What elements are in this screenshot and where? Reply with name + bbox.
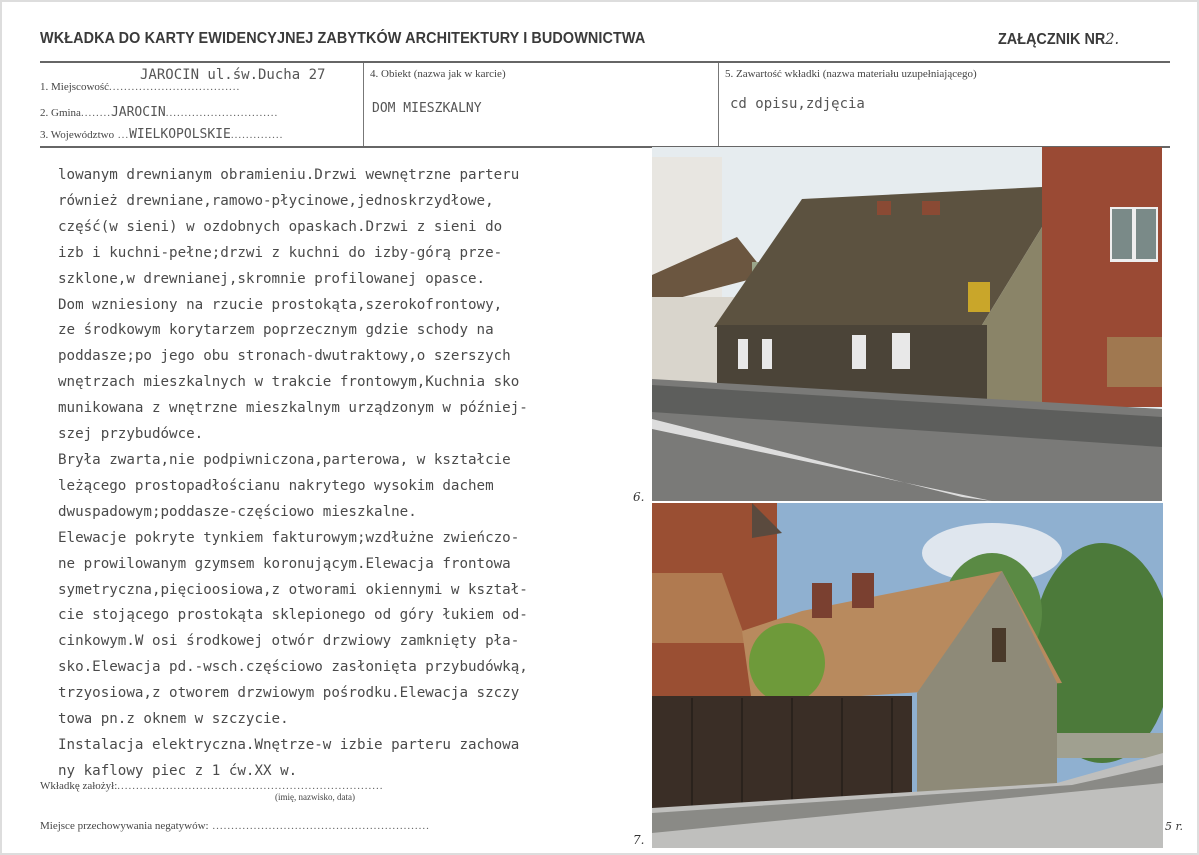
commune-field <box>40 105 278 120</box>
description-line: Elewacje pokryte tynkiem fakturowym;wzdłużne zwieńczo- <box>58 529 520 546</box>
dotted-line: ....................................................................... <box>117 780 384 792</box>
description-line: leżącego prostopadłościanu nakrytego wysokim dachem <box>58 477 494 494</box>
description-line: dwuspadowym;poddasze-częściowo mieszkalne. <box>58 503 417 520</box>
dotted-line: ................................... <box>109 81 241 93</box>
author-label: Wkładkę założył: <box>40 780 118 792</box>
object-value: DOM MIESZKALNY <box>372 101 482 116</box>
commune-value: JAROCIN <box>110 105 166 120</box>
annex-number-handwritten: 2. <box>1105 30 1120 48</box>
divider <box>718 63 719 146</box>
description-line: towa pn.z oknem w szczycie. <box>58 711 289 728</box>
document-title: WKŁADKA DO KARTY EWIDENCYJNEJ ZABYTKÓW ARCHITEKTURY I BUDOWNICTWA <box>40 30 646 47</box>
negatives-label: Miejsce przechowywania negatywów: <box>40 820 209 832</box>
dotted-line: ... <box>114 129 130 141</box>
dotted-line: .............................. <box>165 107 279 119</box>
author-field <box>40 780 384 792</box>
description-line: munikowana z wnętrzne mieszkalnym urządzonym w później- <box>58 400 528 417</box>
description-line: symetryczna,pięcioosiowa,z otworami okiennymi w kształ- <box>58 581 528 598</box>
dotted-line: .......................................................... <box>208 820 430 832</box>
photo-house-side <box>652 503 1163 848</box>
photo1-number: 6. <box>633 490 645 504</box>
annex-number <box>998 30 1119 49</box>
description-line: izb i kuchni-pełne;drzwi z kuchni do izby-górą prze- <box>58 244 503 261</box>
description-line: cinkowym.W osi środkowej otwór drzwiowy zamknięty pła- <box>58 633 520 650</box>
photo2-number: 7. <box>633 833 645 847</box>
description-line: ne prowilowanym gzymsem koronującym.Elewacja frontowa <box>58 555 511 572</box>
voivodeship-value: WIELKOPOLSKIE <box>129 127 231 142</box>
description-line: część(w sieni) w ozdobnych opaskach.Drzwi z sieni do <box>58 218 503 235</box>
description-line: sko.Elewacja pd.-wsch.częściowo zasłonięta przybudówką, <box>58 659 528 676</box>
annex-label: ZAŁĄCZNIK NR <box>998 31 1106 48</box>
divider <box>363 63 364 146</box>
description-line: szklone,w drewnianej,skromnie profilowanej opasce. <box>58 270 486 287</box>
description-line: poddasze;po jego obu stronach-dwutraktowy,o szerszych <box>58 348 511 365</box>
voivodeship-label: 3. Województwo <box>40 129 115 141</box>
description-line: cie stojącego prostokąta sklepionego od góry łukiem od- <box>58 607 528 624</box>
house-front-image <box>652 147 1162 501</box>
description-line: Dom wzniesiony na rzucie prostokąta,szerokofrontowy, <box>58 296 503 313</box>
locality-field <box>40 81 240 93</box>
description-line: Bryła zwarta,nie podpiwniczona,parterowa, w kształcie <box>58 451 511 468</box>
description-line: również drewniane,ramowo-płycinowe,jednoskrzydłowe, <box>58 192 494 209</box>
photo-house-front <box>652 147 1162 501</box>
description-line: Instalacja elektryczna.Wnętrze-w izbie parteru zachowa <box>58 736 520 753</box>
author-hint: (imię, nazwisko, data) <box>275 792 355 802</box>
sheet-number: 5 r. <box>1165 820 1184 833</box>
commune-label: 2. Gmina <box>40 107 81 119</box>
description-line: szej przybudówce. <box>58 426 204 443</box>
house-side-image <box>652 503 1163 848</box>
contents-label: 5. Zawartość wkładki (nazwa materiału uzupełniającego) <box>725 68 977 80</box>
description-line: ny kaflowy piec z 1 ćw.XX w. <box>58 762 298 779</box>
metadata-form <box>40 63 1170 146</box>
negatives-field <box>40 820 430 832</box>
description-line: lowanym drewnianym obramieniu.Drzwi wewnętrzne parteru <box>58 167 520 183</box>
description-line: wnętrzach mieszkalnych w trakcie frontowym,Kuchnia sko <box>58 374 520 391</box>
object-label: 4. Obiekt (nazwa jak w karcie) <box>370 68 506 80</box>
contents-value: cd opisu,zdjęcia <box>730 96 865 112</box>
dotted-line: ........ <box>80 107 111 119</box>
locality-label: 1. Miejscowość <box>40 81 110 93</box>
dotted-line: .............. <box>230 129 284 141</box>
description-text <box>58 163 648 785</box>
voivodeship-field <box>40 127 283 142</box>
locality-value: JAROCIN ul.św.Ducha 27 <box>140 67 326 83</box>
description-line: trzyosiowa,z otworem drzwiowym pośrodku.Elewacja szczy <box>58 685 520 702</box>
description-line: ze środkowym korytarzem poprzecznym gdzie schody na <box>58 322 494 339</box>
